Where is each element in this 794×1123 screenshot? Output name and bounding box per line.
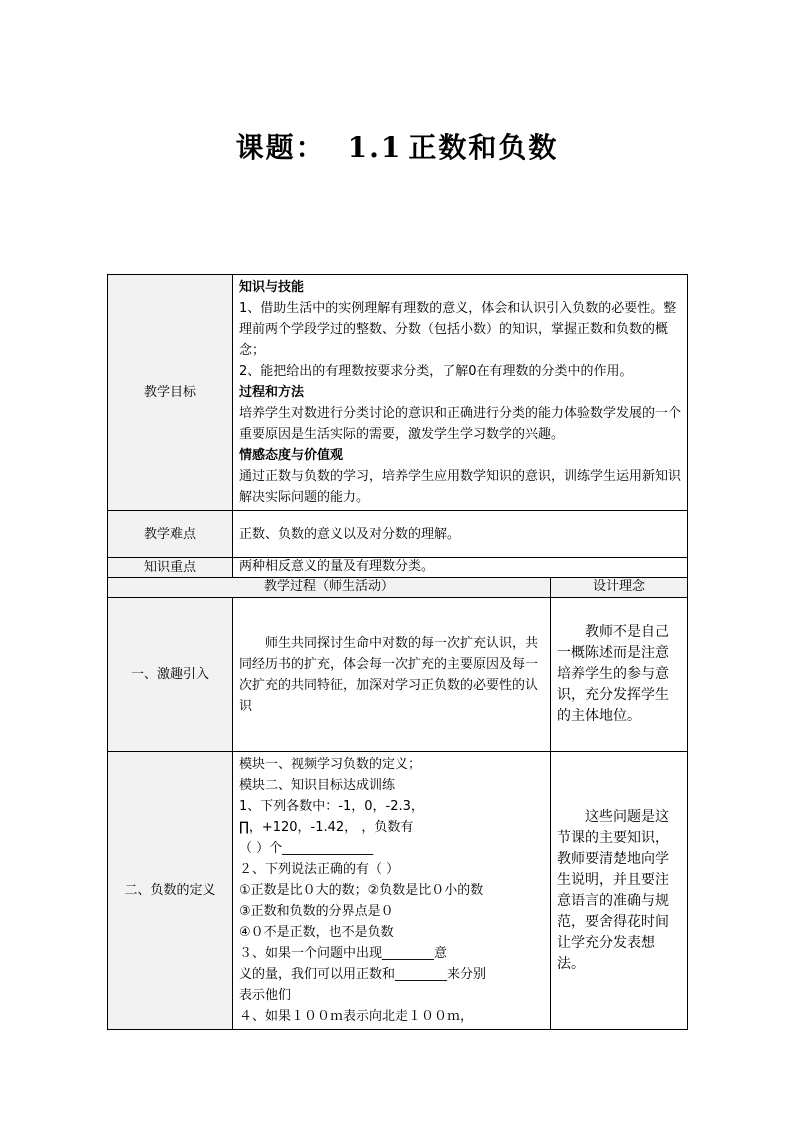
intro-text: 师生共同探讨生命中对数的每一次扩充认识，共同经历书的扩充，体会每一次扩充的主要原因及每一次扩充的共同特征，加深对学习正负数的必要性的认识	[233, 598, 551, 752]
difficulty-label: 教学难点	[108, 511, 233, 558]
intro-row	[108, 598, 688, 752]
goals-paragraph-4: 通过正数与负数的学习，培养学生应用数学知识的意识，训练学生运用新知识解决实际问题的能力。	[239, 469, 682, 505]
definition-label: 二、负数的定义	[108, 752, 233, 1030]
definition-line: ③正数和负数的分界点是０	[239, 904, 394, 919]
definition-line: （ ）个______________	[239, 841, 374, 856]
definition-line: ∏，+120，-1.42， ，负数有	[239, 820, 414, 835]
key-text: 两种相反意义的量及有理数分类。	[233, 558, 688, 578]
definition-line: 模块一、视频学习负数的定义；	[239, 757, 422, 772]
definition-line: ２、下列说法正确的有（ ）	[239, 862, 400, 877]
process-header: 教学过程（师生活动）	[108, 578, 551, 598]
definition-line: ①正数是比０大的数；②负数是比０小的数	[239, 883, 484, 898]
goals-heading-attitude: 情感态度与价值观	[239, 448, 344, 463]
difficulty-row	[108, 511, 688, 558]
definition-line: 模块二、知识目标达成训练	[239, 778, 396, 793]
goals-row	[108, 275, 688, 511]
key-label: 知识重点	[108, 558, 233, 578]
header-row	[108, 578, 688, 598]
page-title	[0, 126, 794, 166]
goals-content	[233, 275, 688, 511]
title-number: 1.1	[347, 131, 403, 164]
title-name: 正数和负数	[408, 131, 559, 164]
idea-header: 设计理念	[551, 578, 688, 598]
definition-line: ④０不是正数，也不是负数	[239, 925, 394, 940]
definition-line: ４、如果１００ｍ表示向北走１００ｍ，	[239, 1009, 474, 1024]
goals-heading-process: 过程和方法	[239, 385, 305, 400]
definition-line: 表示他们	[239, 988, 292, 1003]
goals-paragraph-3: 培养学生对数进行分类讨论的意识和正确进行分类的能力体验数学发展的一个重要原因是生活实际的需要，激发学生学习数学的兴趣。	[239, 406, 682, 442]
goals-label: 教学目标	[108, 275, 233, 511]
key-row	[108, 558, 688, 578]
definition-row	[108, 752, 688, 1030]
definition-idea: 这些问题是这节课的主要知识，教师要清楚地向学生说明，并且要注意语言的准确与规范，要舍得花时间让学充分发表想法。	[551, 752, 688, 1030]
intro-idea: 教师不是自己一概陈述而是注意培养学生的参与意识，充分发挥学生的主体地位。	[551, 598, 688, 752]
definition-line: ３、如果一个问题中出现________意	[239, 946, 448, 961]
goals-paragraph-2: 2、能把给出的有理数按要求分类，了解0在有理数的分类中的作用。	[239, 364, 633, 379]
title-prefix: 课题：	[235, 131, 326, 164]
goals-heading-knowledge: 知识与技能	[239, 280, 305, 295]
goals-paragraph-1: 1、借助生活中的实例理解有理数的意义，体会和认识引入负数的必要性。整理前两个学段学过的整数、分数（包括小数）的知识，掌握正数和负数的概念；	[239, 301, 677, 358]
definition-line: 义的量，我们可以用正数和________来分别	[239, 967, 487, 982]
difficulty-text: 正数、负数的意义以及对分数的理解。	[233, 511, 688, 558]
intro-label: 一、激趣引入	[108, 598, 233, 752]
definition-line: 1、下列各数中：-1，0，-2.3，	[239, 799, 424, 814]
lesson-plan-table	[107, 274, 688, 1030]
definition-exercises	[233, 752, 551, 1030]
